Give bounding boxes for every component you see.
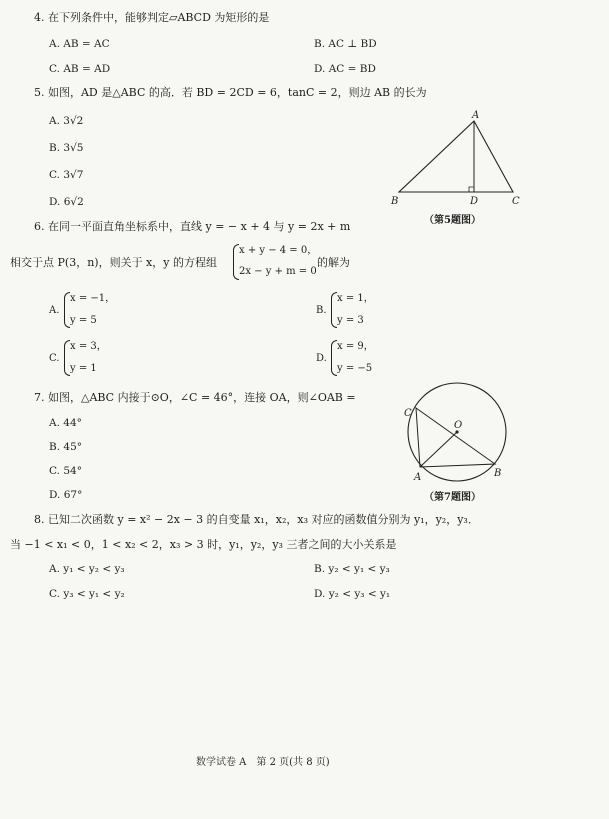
q7-caption: （第7题图） [424,492,481,503]
q5-option-a: A. 3√2 [49,115,84,127]
q6-option-b-y: y = 3 [337,315,364,326]
q5-caption: （第5题图） [424,215,481,226]
q7-option-c: C. 54° [49,465,82,477]
q5-option-c: C. 3√7 [49,169,84,181]
q8-option-a: A. y₁ < y₂ < y₃ [49,563,125,575]
segment-oa [420,432,457,467]
q4-option-b: B. AC ⊥ BD [314,38,377,50]
q6-option-b-label: B. [316,305,327,316]
label-o: O [454,420,463,431]
q6-stem-line1: 6. 在同一平面直角坐标系中，直线 y = − x + 4 与 y = 2x + m [34,220,351,233]
label-b: B [391,196,399,207]
label-c: C [512,196,520,207]
q8-option-d: D. y₂ < y₃ < y₁ [314,588,391,600]
q6-option-a-x: x = −1， [70,293,116,304]
q6-option-b-x: x = 1， [337,293,374,304]
q5-option-b: B. 3√5 [49,142,84,154]
q5-option-d: D. 6√2 [49,196,84,208]
q6-option-d-y: y = −5 [337,363,373,374]
label-b: B [494,468,502,479]
label-c: C [404,408,412,419]
q5-stem: 5. 如图，AD 是△ABC 的高．若 BD = 2CD = 6，tanC = 2，则边 AB 的长为 [34,86,427,99]
q4-option-c: C. AB = AD [49,63,111,75]
q7-option-a: A. 44° [49,417,82,429]
q6-option-c-y: y = 1 [70,363,97,374]
q6-system-eq1: x + y − 4 = 0， [239,245,318,256]
q8-option-b: B. y₂ < y₁ < y₃ [314,563,390,575]
q6-option-d-x: x = 9， [337,341,374,352]
q8-option-c: C. y₃ < y₁ < y₂ [49,588,125,600]
page-footer: 数学试卷 A 第 2 页(共 8 页) [196,757,330,768]
q6-option-c-label: C. [49,353,60,364]
q7-stem: 7. 如图，△ABC 内接于⊙O，∠C = 46°，连接 OA，则∠OAB = [34,391,356,404]
q7-option-b: B. 45° [49,441,83,453]
label-a: A [414,472,422,483]
q6-option-d-label: D. [316,353,327,364]
label-d: D [470,196,479,207]
q7-option-d: D. 67° [49,489,83,501]
q8-stem-line1: 8. 已知二次函数 y = x² − 2x − 3 的自变量 x₁，x₂，x₃ 对应的函数值分别为 y₁，y₂，y₃． [34,513,479,526]
q6-stem-tail: 的解为 [317,256,350,269]
q4-option-a: A. AB = AC [49,38,110,50]
q6-stem-line2: 相交于点 P(3，n)，则关于 x，y 的方程组 [10,256,217,269]
q6-option-a-y: y = 5 [70,315,97,326]
q4-stem: 4. 在下列条件中，能够判定▱ABCD 为矩形的是 [34,11,270,24]
triangle-abc-inscribed [416,408,495,467]
q4-option-d: D. AC = BD [314,63,376,75]
q6-option-a-label: A. [49,305,60,316]
q8-stem-line2: 当 −1 < x₁ < 0，1 < x₂ < 2，x₃ > 3 时，y₁，y₂，y₃ 三者之间的大小关系是 [10,538,397,551]
q6-option-c-x: x = 3， [70,341,107,352]
label-a: A [472,110,480,121]
q6-system-eq2: 2x − y + m = 0 [239,266,317,277]
